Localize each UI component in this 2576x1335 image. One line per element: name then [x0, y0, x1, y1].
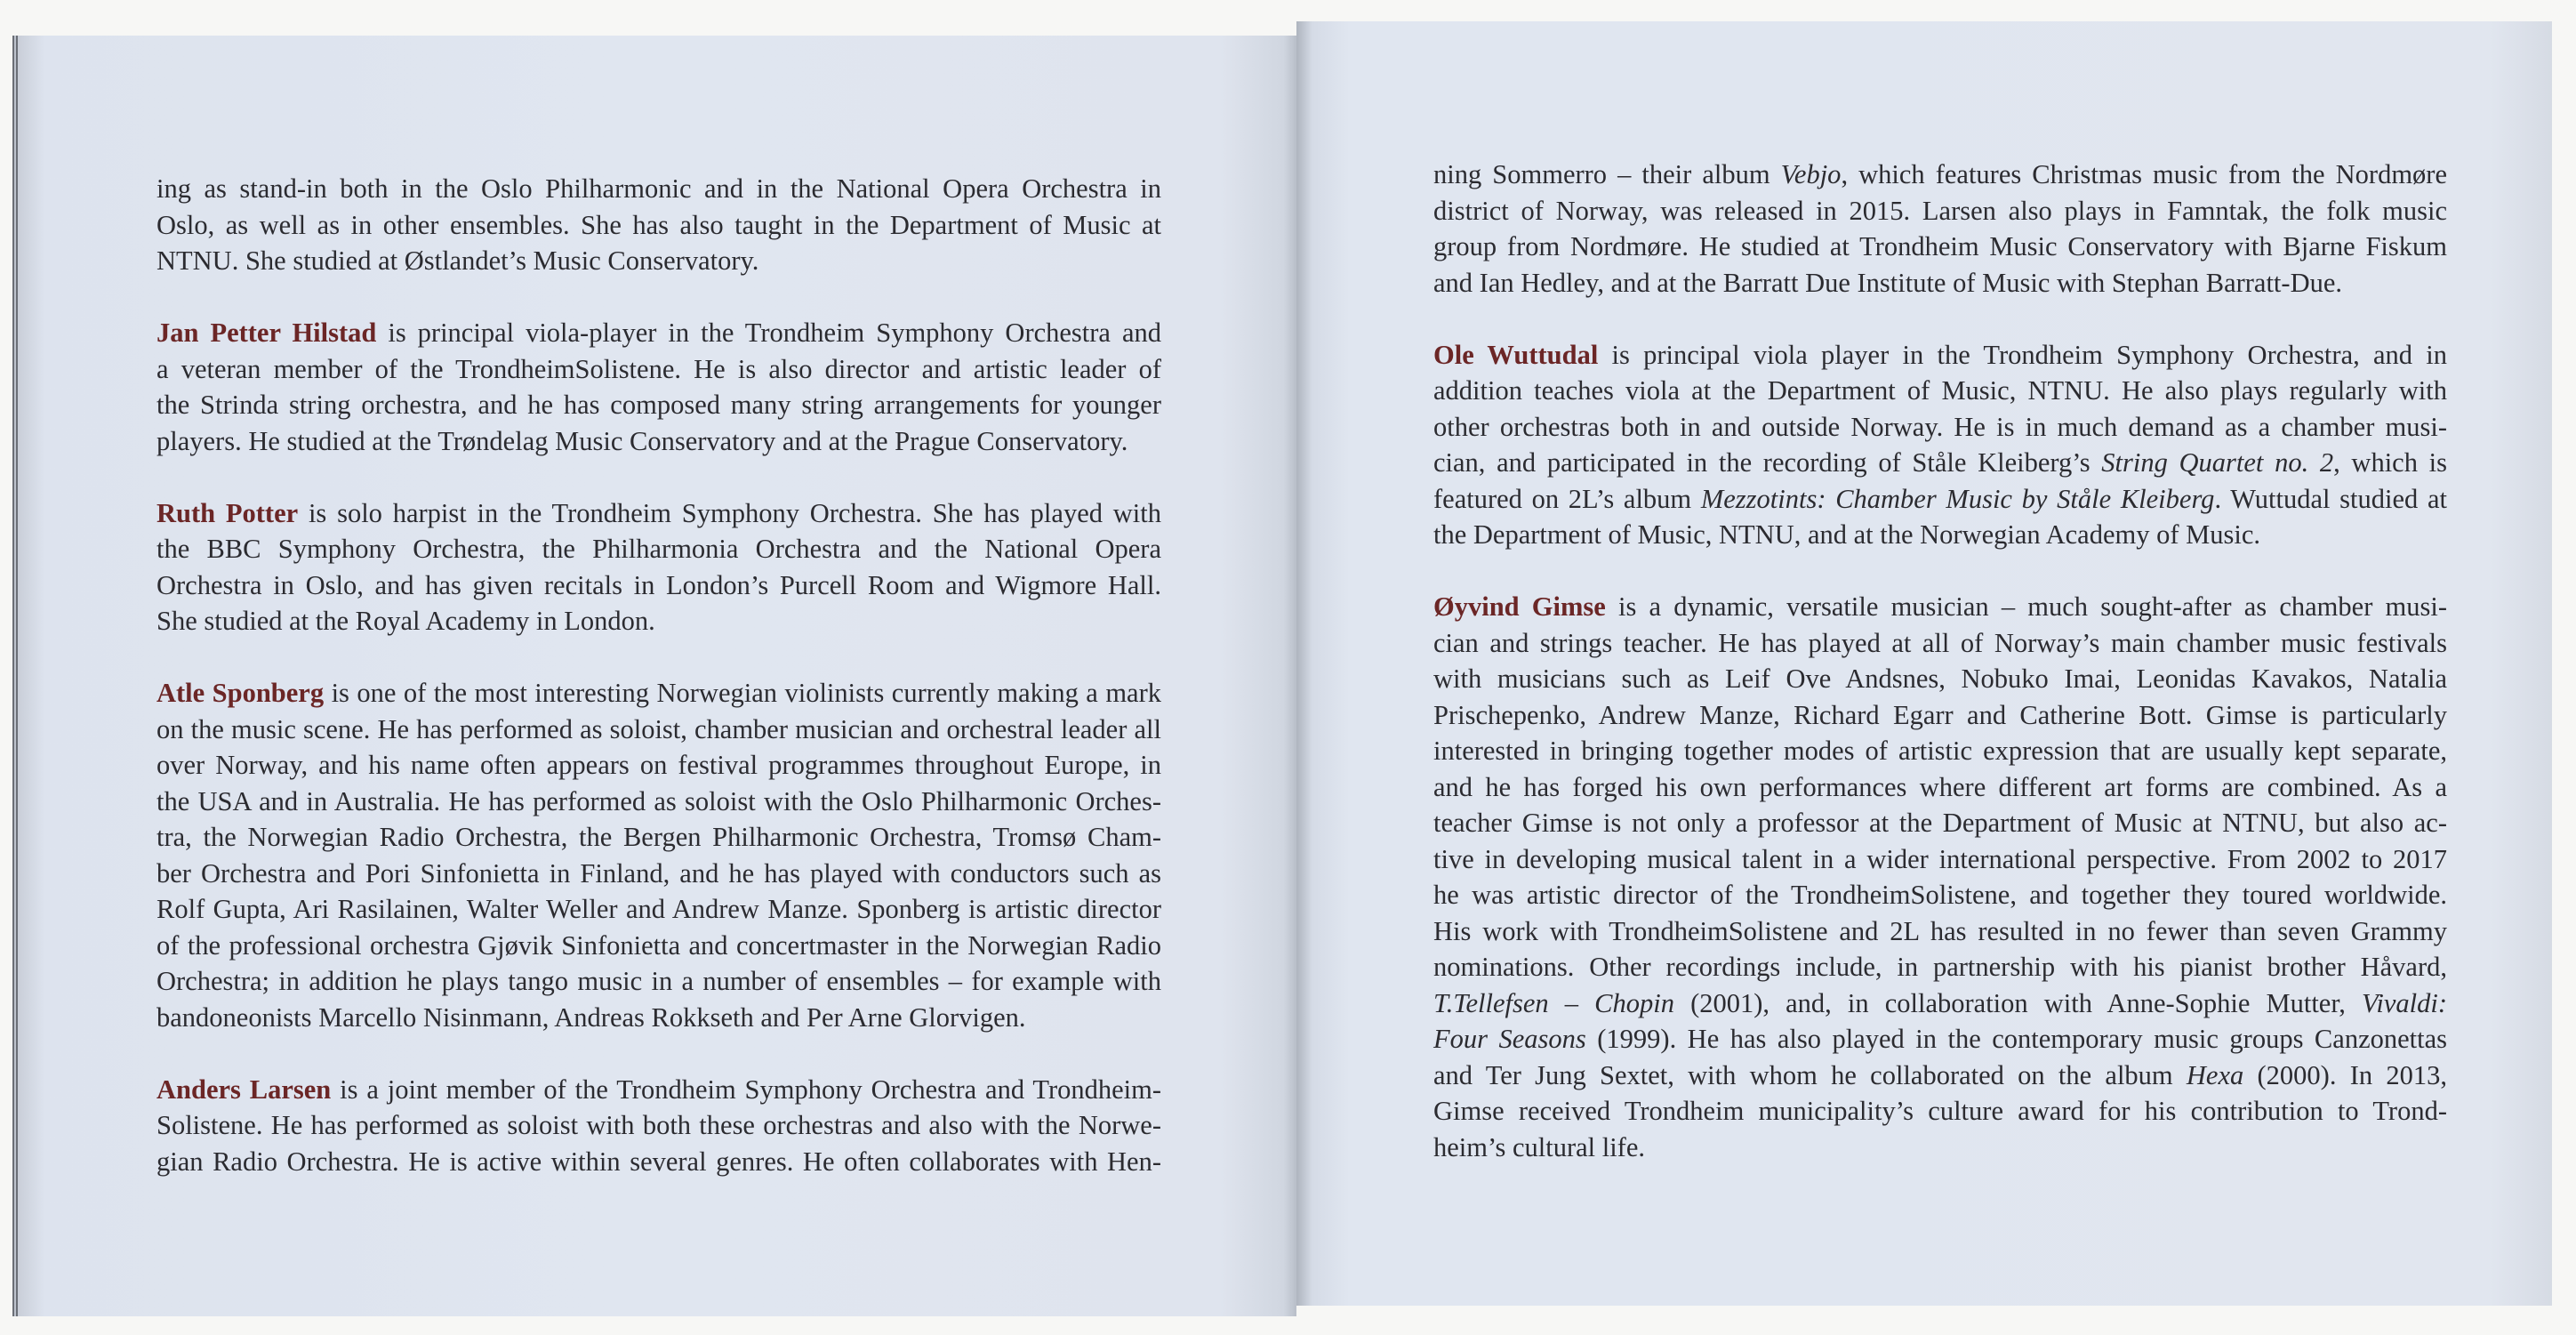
text-segment: (2001), and, in collaboration with Anne-Sophie Mutter,	[1673, 987, 2363, 1018]
text-line	[1433, 805, 2447, 841]
text-segment: NTNU. She studied at Østlandet’s Music Conservatory.	[156, 245, 759, 276]
text-line	[156, 928, 1161, 964]
text-line	[1433, 373, 2447, 409]
text-line	[156, 819, 1161, 856]
text-segment: other orchestras both in and outside Norway. He is in much demand as a chamber musi-	[1433, 411, 2447, 442]
work-title: String Quartet no. 2	[2101, 447, 2334, 478]
text-line	[156, 856, 1161, 892]
text-segment: tra, the Norwegian Radio Orchestra, the Bergen Philharmonic Orchestra, Tromsø Cham-	[156, 822, 1161, 852]
text-line	[1433, 517, 2447, 553]
text-line	[1433, 841, 2447, 878]
text-line	[1433, 265, 2447, 302]
bio-paragraph	[1433, 337, 2447, 553]
text-segment: is a joint member of the Trondheim Symphony Orchestra and Trondheim-	[331, 1074, 1162, 1105]
text-segment: ning Sommerro – their album	[1433, 159, 1781, 189]
text-line	[156, 423, 1161, 460]
text-segment: featured on 2L’s album	[1433, 483, 1701, 514]
text-segment: gian Radio Orchestra. He is active within several genres. He often collaborates with Hen-	[156, 1146, 1161, 1177]
text-segment: is one of the most interesting Norwegian violinists currently making a mark	[324, 678, 1161, 708]
work-title: Vivaldi:	[2362, 987, 2448, 1018]
text-line	[1433, 589, 2447, 625]
text-line	[1433, 1130, 2447, 1166]
text-line	[156, 712, 1161, 748]
text-segment: over Norway, and his name often appears on festival programmes throughout Europe, in	[156, 750, 1161, 780]
text-line	[156, 1000, 1161, 1036]
bio-paragraph	[156, 1072, 1161, 1180]
text-line	[1433, 481, 2447, 518]
right-page-text	[1433, 157, 2447, 1202]
musician-name: Ole Wuttudal	[1433, 339, 1599, 370]
work-title: T.Tellefsen – Chopin	[1433, 987, 1674, 1018]
text-line	[1433, 949, 2447, 985]
text-line	[1433, 1021, 2447, 1058]
work-title: Vebjo	[1780, 159, 1842, 189]
text-segment: . Wuttudal studied at	[2214, 483, 2447, 514]
bio-paragraph	[156, 675, 1161, 1035]
text-segment: ing as stand-in both in the Oslo Philharmonic and in the National Opera Orchestra in	[156, 173, 1161, 204]
text-line	[1433, 229, 2447, 265]
musician-name: Jan Petter Hilstad	[156, 318, 377, 348]
musician-name: Øyvind Gimse	[1433, 591, 1606, 622]
text-line	[1433, 661, 2447, 697]
bio-paragraph	[1433, 157, 2447, 301]
text-line	[1433, 877, 2447, 913]
text-segment: His work with TrondheimSolistene and 2L has resulted in no fewer than seven Grammy	[1433, 915, 2447, 946]
text-segment: is solo harpist in the Trondheim Symphony Orchestra. She has played with	[298, 497, 1161, 528]
text-segment: on the music scene. He has performed as soloist, chamber musician and orchestral leader all	[156, 713, 1161, 744]
text-segment: , which is	[2333, 447, 2447, 478]
text-segment: teacher Gimse is not only a professor at the Department of Music at NTNU, but also ac-	[1433, 808, 2447, 838]
text-line	[1433, 337, 2447, 374]
text-line	[156, 207, 1161, 244]
text-segment: tive in developing musical talent in a wider international perspective. From 2002 to 2017	[1433, 843, 2447, 874]
text-segment: (2000). In 2013,	[2243, 1059, 2447, 1090]
text-segment: is principal viola-player in the Trondheim Symphony Orchestra and	[376, 318, 1161, 348]
bio-paragraph	[156, 171, 1161, 279]
text-line	[1433, 1093, 2447, 1130]
text-line	[1433, 157, 2447, 193]
text-segment: Orchestra; in addition he plays tango music in a number of ensembles – for example with	[156, 966, 1161, 996]
text-segment: of the professional orchestra Gjøvik Sinfonietta and concertmaster in the Norwegian Radio	[156, 929, 1161, 961]
text-segment: with musicians such as Leif Ove Andsnes, Nobuko Imai, Leonidas Kavakos, Natalia	[1433, 663, 2447, 694]
text-segment: players. He studied at the Trøndelag Music Conservatory and at the Prague Conservatory.	[156, 425, 1128, 456]
text-segment: and he has forged his own performances where different art forms are combined. As a	[1433, 771, 2447, 802]
text-segment: addition teaches viola at the Department of Music, NTNU. He also plays regularly with	[1433, 375, 2447, 406]
text-segment: , which features Christmas music from the Nordmøre	[1841, 159, 2447, 189]
text-line	[1433, 697, 2447, 734]
text-segment: cian, and participated in the recording of Ståle Kleiberg’s	[1433, 447, 2102, 478]
text-segment: (1999). He has also played in the contemporary music groups Canzonettas	[1585, 1024, 2447, 1054]
text-segment: is principal viola player in the Trondheim Symphony Orchestra, and in	[1598, 339, 2447, 370]
text-line	[1433, 985, 2447, 1022]
text-segment: She studied at the Royal Academy in London.	[156, 606, 655, 636]
text-segment: is a dynamic, versatile musician – much sought-after as chamber musi-	[1605, 591, 2448, 622]
bio-paragraph	[156, 315, 1161, 459]
text-line	[1433, 625, 2447, 662]
text-segment: he was artistic director of the TrondheimSolistene, and together they toured worldwide.	[1433, 880, 2447, 910]
bio-paragraph	[156, 495, 1161, 639]
text-line	[156, 1144, 1161, 1180]
text-line	[156, 675, 1161, 712]
text-segment: and Ian Hedley, and at the Barratt Due Institute of Music with Stephan Barratt-Due.	[1433, 267, 2343, 298]
work-title: Hexa	[2186, 1059, 2244, 1090]
text-segment: and Ter Jung Sextet, with whom he collaborated on the album	[1433, 1059, 2187, 1090]
text-line	[156, 747, 1161, 784]
text-segment: group from Nordmøre. He studied at Trondheim Music Conservatory with Bjarne Fiskum	[1433, 231, 2447, 261]
text-line	[156, 315, 1161, 351]
text-segment: interested in bringing together modes of artistic expression that are usually kept separate,	[1433, 736, 2447, 766]
text-segment: a veteran member of the TrondheimSolistene. He is also director and artistic leader of	[156, 353, 1161, 384]
text-segment: Orchestra in Oslo, and has given recitals in London’s Purcell Room and Wigmore Hall.	[156, 569, 1161, 600]
text-segment: Solistene. He has performed as soloist with both these orchestras and also with the Norwe-	[156, 1110, 1161, 1140]
musician-name: Ruth Potter	[156, 497, 299, 528]
text-line	[1433, 769, 2447, 806]
work-title: Four Seasons	[1433, 1024, 1586, 1054]
text-line	[156, 495, 1161, 532]
text-line	[1433, 445, 2447, 481]
text-line	[1433, 409, 2447, 446]
text-line	[156, 1107, 1161, 1144]
text-line	[1433, 193, 2447, 229]
text-line	[156, 603, 1161, 639]
text-segment: Oslo, as well as in other ensembles. She has also taught in the Department of Music at	[156, 209, 1161, 240]
text-segment: bandoneonists Marcello Nisinmann, Andreas Rokkseth and Per Arne Glorvigen.	[156, 1001, 1026, 1033]
text-segment: district of Norway, was released in 2015. Larsen also plays in Famntak, the folk music	[1433, 195, 2447, 226]
text-segment: heim’s cultural life.	[1433, 1131, 1645, 1162]
text-line	[156, 963, 1161, 1000]
text-segment: Prischepenko, Andrew Manze, Richard Egarr and Catherine Bott. Gimse is particularly	[1433, 699, 2447, 730]
text-line	[156, 387, 1161, 423]
text-line	[1433, 1058, 2447, 1094]
bio-paragraph	[1433, 589, 2447, 1165]
text-segment: the USA and in Australia. He has performed as soloist with the Oslo Philharmonic Orches-	[156, 785, 1161, 816]
text-line	[156, 784, 1161, 820]
text-line	[156, 531, 1161, 567]
musician-name: Anders Larsen	[156, 1074, 332, 1105]
text-line	[156, 567, 1161, 604]
text-segment: the Department of Music, NTNU, and at the Norwegian Academy of Music.	[1433, 519, 2260, 550]
text-segment: Gimse received Trondheim municipality’s culture award for his contribution to Trond-	[1433, 1096, 2447, 1126]
text-line	[156, 891, 1161, 928]
text-segment: the BBC Symphony Orchestra, the Philharmonia Orchestra and the National Opera	[156, 534, 1161, 564]
left-page-text	[156, 171, 1161, 1216]
text-line	[1433, 913, 2447, 950]
musician-name: Atle Sponberg	[156, 678, 325, 708]
text-line	[156, 171, 1161, 207]
work-title: Mezzotints: Chamber Music by Ståle Kleiberg	[1700, 483, 2215, 514]
text-line	[156, 243, 1161, 279]
text-segment: nominations. Other recordings include, in partnership with his pianist brother Håvard,	[1433, 952, 2447, 982]
text-segment: the Strinda string orchestra, and he has composed many string arrangements for younger	[156, 390, 1161, 420]
text-segment: ber Orchestra and Pori Sinfonietta in Finland, and he has played with conductors such as	[156, 857, 1161, 889]
text-segment: Rolf Gupta, Ari Rasilainen, Walter Weller and Andrew Manze. Sponberg is artistic director	[156, 894, 1161, 924]
text-line	[156, 351, 1161, 388]
text-line	[1433, 733, 2447, 769]
text-line	[156, 1072, 1161, 1108]
text-segment: cian and strings teacher. He has played at all of Norway’s main chamber music festivals	[1433, 627, 2447, 658]
